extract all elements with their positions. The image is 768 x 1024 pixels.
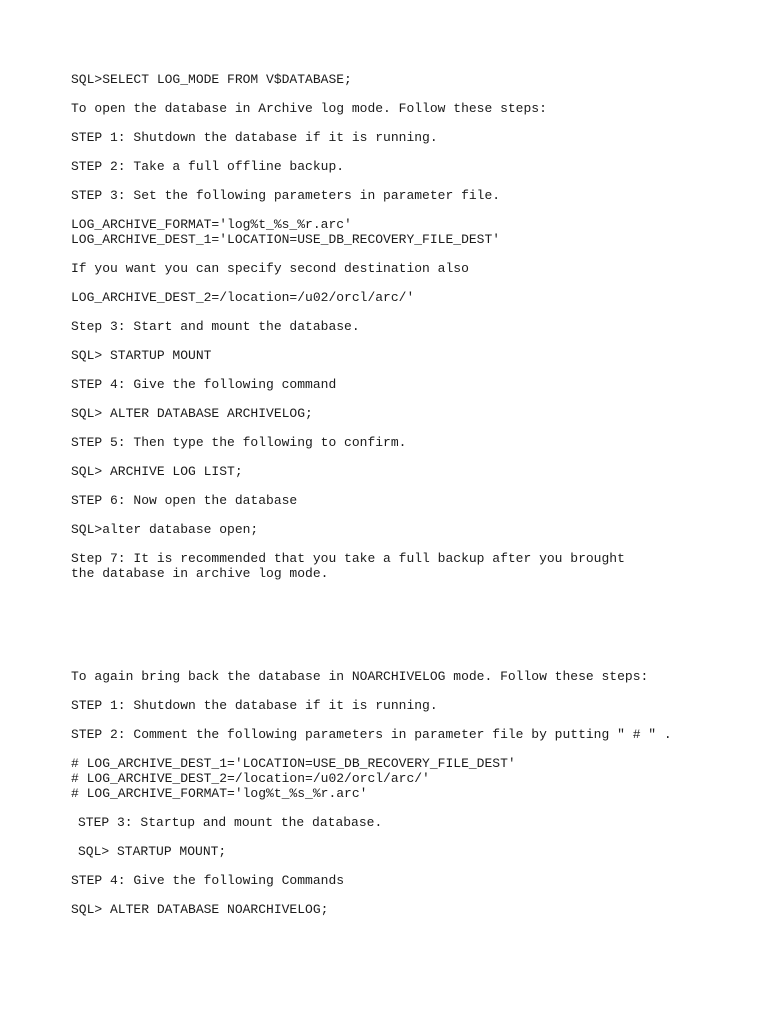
commented-log-archive-dest-1: # LOG_ARCHIVE_DEST_1='LOCATION=USE_DB_RECOVERY_FILE_DEST'	[71, 756, 516, 771]
param-log-archive-dest-2: LOG_ARCHIVE_DEST_2=/location=/u02/orcl/arc/'	[71, 290, 415, 305]
step-6-open: STEP 6: Now open the database	[71, 493, 298, 508]
sql-alter-noarchivelog: SQL> ALTER DATABASE NOARCHIVELOG;	[71, 902, 329, 917]
second-destination-note: If you want you can specify second destination also	[71, 261, 469, 276]
param-log-archive-format: LOG_ARCHIVE_FORMAT='log%t_%s_%r.arc'	[71, 217, 352, 232]
param-log-archive-dest-1: LOG_ARCHIVE_DEST_1='LOCATION=USE_DB_RECOVERY_FILE_DEST'	[71, 232, 501, 247]
document-page	[71, 72, 731, 931]
step-5-confirm: STEP 5: Then type the following to confirm.	[71, 435, 407, 450]
sql-alter-database-open: SQL>alter database open;	[71, 522, 259, 537]
step-1-shutdown: STEP 1: Shutdown the database if it is running.	[71, 130, 438, 145]
archive-intro: To open the database in Archive log mode. Follow these steps:	[71, 101, 547, 116]
sql-alter-archivelog: SQL> ALTER DATABASE ARCHIVELOG;	[71, 406, 313, 421]
sql-archive-log-list: SQL> ARCHIVE LOG LIST;	[71, 464, 243, 479]
step-3-start-mount: Step 3: Start and mount the database.	[71, 319, 360, 334]
step-7-backup-recommendation: Step 7: It is recommended that you take a full backup after you brought the database in archive log mode.	[71, 551, 625, 581]
noarchive-sql-startup-mount: SQL> STARTUP MOUNT;	[78, 844, 227, 859]
noarchive-step-4-commands: STEP 4: Give the following Commands	[71, 873, 345, 888]
commented-log-archive-dest-2: # LOG_ARCHIVE_DEST_2=/location=/u02/orcl/arc/'	[71, 771, 430, 786]
sql-select-log-mode: SQL>SELECT LOG_MODE FROM V$DATABASE;	[71, 72, 352, 87]
section-spacer	[71, 595, 731, 669]
noarchive-step-2-comment: STEP 2: Comment the following parameters in parameter file by putting " # " .	[71, 727, 672, 742]
noarchive-step-1-shutdown: STEP 1: Shutdown the database if it is running.	[71, 698, 438, 713]
step-3-parameters: STEP 3: Set the following parameters in parameter file.	[71, 188, 501, 203]
sql-startup-mount: SQL> STARTUP MOUNT	[71, 348, 212, 363]
commented-log-archive-format: # LOG_ARCHIVE_FORMAT='log%t_%s_%r.arc'	[71, 786, 368, 801]
noarchive-step-3-startup: STEP 3: Startup and mount the database.	[78, 815, 383, 830]
step-4-command: STEP 4: Give the following command	[71, 377, 337, 392]
parameter-block	[71, 217, 731, 247]
commented-parameter-block	[71, 756, 731, 801]
noarchive-intro: To again bring back the database in NOARCHIVELOG mode. Follow these steps:	[71, 669, 649, 684]
step-2-backup: STEP 2: Take a full offline backup.	[71, 159, 345, 174]
